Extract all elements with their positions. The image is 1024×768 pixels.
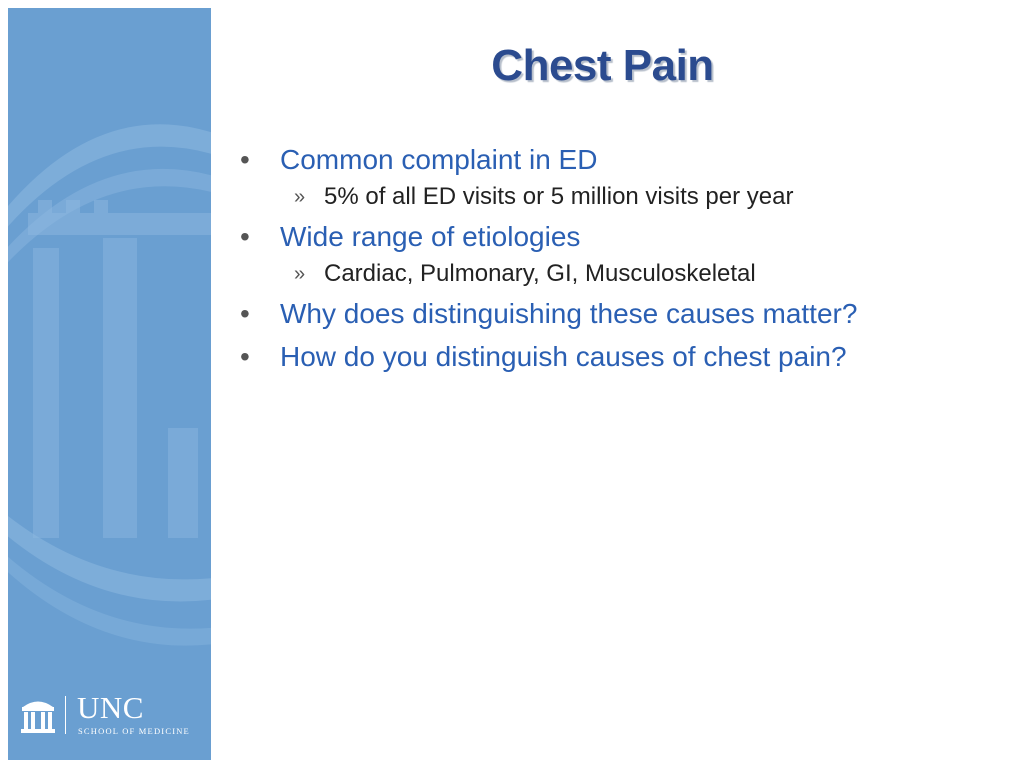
bullet-text: How do you distinguish causes of chest pain?: [280, 341, 847, 372]
sub-bullet-marker: »: [294, 263, 306, 285]
sub-bullet-item: [240, 182, 1000, 212]
bullet-marker: •: [240, 298, 250, 329]
bullet-marker: •: [240, 341, 250, 372]
logo-name: UNC: [77, 690, 144, 725]
old-well-icon: [20, 696, 56, 734]
sub-bullet-text: Cardiac, Pulmonary, GI, Musculoskeletal: [324, 260, 756, 287]
bullet-item: [240, 339, 1000, 375]
sub-bullet-text: 5% of all ED visits or 5 million visits per year: [324, 183, 794, 210]
sidebar-banner: [8, 8, 211, 760]
bullet-text: Common complaint in ED: [280, 144, 598, 175]
bullet-marker: •: [240, 144, 250, 175]
bullet-list: [240, 135, 1000, 375]
unc-logo: [20, 692, 210, 738]
logo-subtitle: SCHOOL OF MEDICINE: [78, 726, 190, 736]
bullet-item: [240, 296, 880, 332]
bullet-text: Why does distinguishing these causes matter?: [280, 298, 858, 329]
logo-divider: [65, 696, 66, 734]
sub-bullet-item: [240, 259, 1000, 289]
old-well-watermark: [8, 8, 211, 760]
slide-title: Chest Pain: [491, 41, 714, 90]
bullet-marker: •: [240, 221, 250, 252]
bullet-item: [240, 142, 1000, 178]
sub-bullet-marker: »: [294, 186, 306, 208]
bullet-text: Wide range of etiologies: [280, 221, 581, 252]
bullet-item: [240, 219, 1000, 255]
